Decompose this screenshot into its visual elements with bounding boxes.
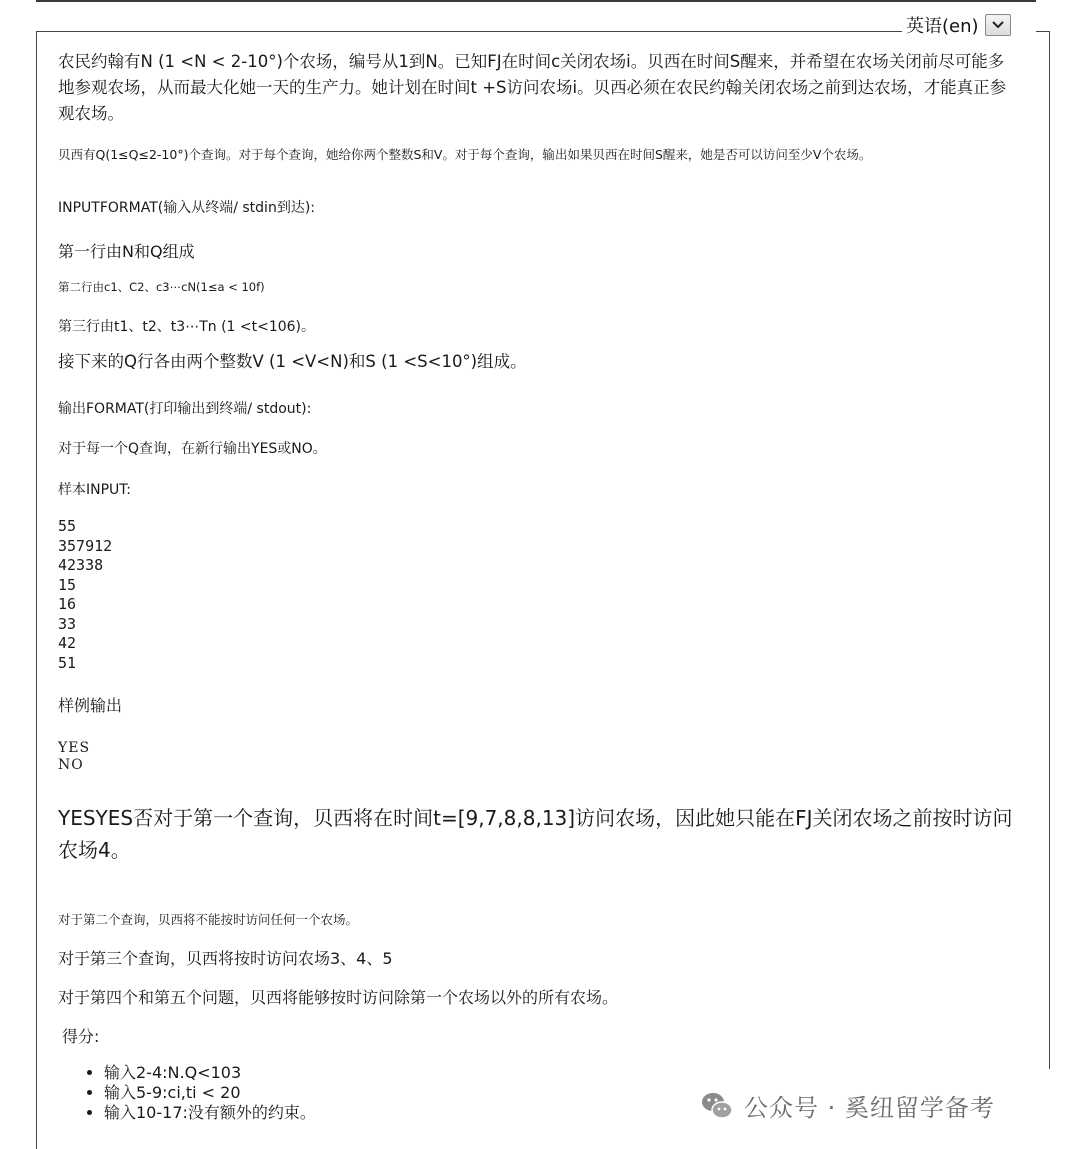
sample-output-line: NO xyxy=(58,757,84,769)
frame-border-top-right xyxy=(1036,31,1050,32)
frame-border-right xyxy=(1049,31,1050,1069)
sample-output-heading: 样例输出 xyxy=(58,696,123,715)
scoring-heading: 得分: xyxy=(62,1027,100,1046)
sample-output-line: YES xyxy=(58,740,91,756)
frame-border-left xyxy=(36,31,37,1149)
scoring-item: • 输入10-17:没有额外的约束。 xyxy=(104,1103,316,1123)
sample-input-line: 55 xyxy=(58,517,77,535)
explanation-2: 对于第二个查询，贝西将不能按时访问任何一个农场。 xyxy=(58,912,359,927)
sample-input-line: 51 xyxy=(58,653,77,672)
sample-input-block xyxy=(58,517,112,673)
problem-intro: 农民约翰有N (1 <N < 2-10°)个农场，编号从1到N。已知FJ在时间c关闭农场i。贝西在时间S醒来，并希望在农场关闭前尽可能多地参观农场，从而最大化她一天的生产力。她计划在时间t +S访问农场i。贝西必须在农民约翰关闭农场之前到达农场，才能真正参观农场。 xyxy=(58,52,1007,123)
input-line-2: 第二行由c1、C2、c3⋯cN(1≤a < 10f) xyxy=(58,280,265,294)
frame-border-top-left xyxy=(36,31,902,32)
watermark-text: 公众号 · 奚纽留学备考 xyxy=(744,1094,995,1122)
language-selector[interactable] xyxy=(906,12,1011,38)
explanation-3: 对于第三个查询，贝西将按时访问农场3、4、5 xyxy=(58,949,393,968)
sample-input-line: 15 xyxy=(58,575,77,594)
scoring-list xyxy=(76,1063,316,1123)
explanation-1: YESYES否对于第一个查询，贝西将在时间t=[9,7,8,8,13]访问农场，因此她只能在FJ关闭农场之前按时访问农场4。 xyxy=(58,806,1013,862)
scoring-item: • 输入2-4:N.Q<103 xyxy=(104,1063,316,1083)
top-rule xyxy=(36,0,1036,2)
sample-output-block xyxy=(58,740,90,769)
input-line-1: 第一行由N和Q组成 xyxy=(58,242,195,261)
sample-input-line: 42338 xyxy=(58,556,104,574)
input-format-heading: INPUTFORMAT(输入从终端/ stdin到达): xyxy=(58,200,316,216)
language-selector-label: 英语(en) xyxy=(906,16,979,37)
wechat-icon xyxy=(700,1089,734,1123)
scoring-item: • 输入5-9:ci,ti < 20 xyxy=(104,1083,316,1103)
sample-input-line: 357912 xyxy=(58,536,113,555)
explanation-4: 对于第四个和第五个问题，贝西将能够按时访问除第一个农场以外的所有农场。 xyxy=(58,988,619,1007)
problem-queries: 贝西有Q(1≤Q≤2-10°)个查询。对于每个查询，她给你两个整数S和V。对于每个查询，输出如果贝西在时间S醒来，她是否可以访问至少V个农场。 xyxy=(58,147,872,162)
watermark xyxy=(700,1088,995,1123)
chevron-down-icon[interactable] xyxy=(985,14,1011,36)
sample-input-line: 16 xyxy=(58,595,77,613)
output-line-1: 对于每一个Q查询，在新行输出YES或NO。 xyxy=(58,441,327,457)
sample-input-heading: 样本INPUT: xyxy=(58,482,132,498)
input-line-4: 接下来的Q行各由两个整数V (1 <V<N)和S (1 <S<10°)组成。 xyxy=(58,352,527,371)
output-format-heading: 输出FORMAT(打印输出到终端/ stdout): xyxy=(58,401,312,417)
sample-input-line: 42 xyxy=(58,634,77,652)
input-line-3: 第三行由t1、t2、t3⋯Tn (1 <t<106)。 xyxy=(58,319,316,335)
sample-input-line: 33 xyxy=(58,614,77,633)
